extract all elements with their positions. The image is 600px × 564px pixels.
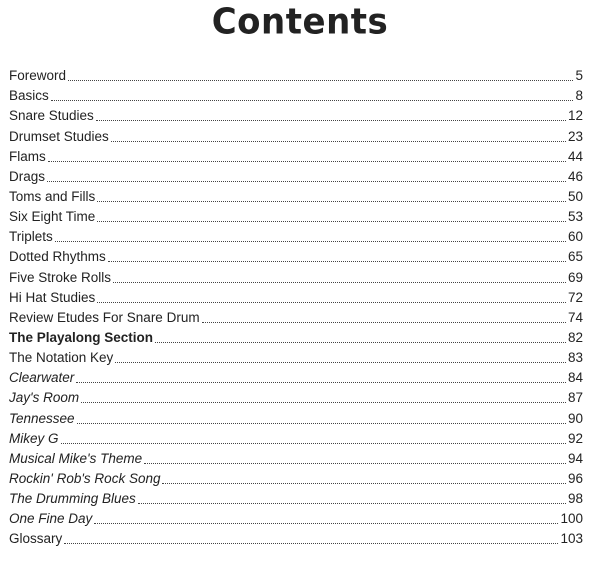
toc-entry[interactable]	[9, 507, 583, 527]
toc-entry-page-number: 23	[567, 128, 583, 144]
toc-entry[interactable]	[9, 427, 583, 447]
toc-entry-page-number: 84	[567, 370, 583, 386]
toc-entry-title: Toms and Fills	[9, 188, 96, 204]
toc-entry-title: Foreword	[9, 68, 67, 84]
toc-entry-title: Drags	[9, 168, 46, 184]
toc-entry-page-number: 12	[567, 108, 583, 124]
toc-entry-page-number: 5	[575, 68, 583, 84]
toc-entry-title: Musical Mike's Theme	[9, 450, 143, 466]
dot-leader	[108, 261, 566, 262]
page-title: Contents	[211, 1, 389, 44]
toc-entry-title: Dotted Rhythms	[9, 249, 106, 265]
dot-leader	[144, 463, 566, 464]
toc-entry-page-number: 50	[567, 188, 583, 204]
toc-entry-title: Clearwater	[9, 370, 75, 386]
toc-entry-title: Review Etudes For Snare Drum	[9, 309, 200, 325]
dot-leader	[47, 181, 566, 182]
toc-entry-title: Six Eight Time	[9, 209, 96, 225]
dot-leader	[162, 483, 565, 484]
toc-entry-page-number: 44	[567, 148, 583, 164]
toc-entry[interactable]	[9, 326, 583, 346]
toc-entry[interactable]	[9, 366, 583, 386]
toc-entry[interactable]	[9, 145, 583, 165]
dot-leader	[155, 342, 566, 343]
toc-entry-page-number: 74	[567, 309, 583, 325]
toc-entry-title: The Playalong Section	[9, 329, 154, 345]
toc-entry-page-number: 94	[567, 450, 583, 466]
dot-leader	[51, 100, 574, 101]
toc-entry[interactable]	[9, 447, 583, 467]
dot-leader	[97, 201, 566, 202]
dot-leader	[94, 523, 558, 524]
toc-entry[interactable]	[9, 185, 583, 205]
toc-entry[interactable]	[9, 64, 583, 84]
toc-entry-title: Snare Studies	[9, 108, 94, 124]
toc-entry[interactable]	[9, 84, 583, 104]
dot-leader	[97, 302, 566, 303]
toc-entry[interactable]	[9, 205, 583, 225]
dot-leader	[96, 120, 566, 121]
table-of-contents	[9, 64, 583, 547]
dot-leader	[97, 221, 566, 222]
toc-entry-title: Rockin' Rob's Rock Song	[9, 470, 161, 486]
toc-entry-page-number: 83	[567, 350, 583, 366]
dot-leader	[48, 161, 566, 162]
dot-leader	[55, 241, 566, 242]
toc-entry-title: Jay's Room	[9, 390, 80, 406]
toc-entry-title: One Fine Day	[9, 511, 93, 527]
toc-entry-page-number: 69	[567, 269, 583, 285]
dot-leader	[68, 80, 573, 81]
dot-leader	[138, 503, 566, 504]
toc-entry-page-number: 92	[567, 430, 583, 446]
dot-leader	[64, 543, 558, 544]
dot-leader	[61, 443, 566, 444]
toc-entry-title: The Notation Key	[9, 350, 114, 366]
toc-entry[interactable]	[9, 306, 583, 326]
toc-entry-page-number: 98	[567, 491, 583, 507]
toc-entry-title: Mikey G	[9, 430, 59, 446]
toc-entry-title: Five Stroke Rolls	[9, 269, 112, 285]
toc-entry[interactable]	[9, 386, 583, 406]
toc-entry-title: Flams	[9, 148, 46, 164]
dot-leader	[77, 423, 566, 424]
toc-entry-page-number: 82	[567, 329, 583, 345]
toc-entry[interactable]	[9, 124, 583, 144]
toc-entry-page-number: 90	[567, 410, 583, 426]
toc-entry[interactable]	[9, 165, 583, 185]
toc-entry-page-number: 87	[567, 390, 583, 406]
dot-leader	[81, 402, 566, 403]
toc-entry[interactable]	[9, 104, 583, 124]
toc-entry[interactable]	[9, 265, 583, 285]
toc-entry[interactable]	[9, 467, 583, 487]
toc-entry[interactable]	[9, 225, 583, 245]
toc-entry-page-number: 60	[567, 229, 583, 245]
toc-entry-title: Triplets	[9, 229, 53, 245]
toc-entry-title: The Drumming Blues	[9, 491, 136, 507]
dot-leader	[115, 362, 566, 363]
toc-entry[interactable]	[9, 346, 583, 366]
toc-entry-title: Tennessee	[9, 410, 75, 426]
toc-entry-title: Glossary	[9, 531, 63, 547]
toc-entry-page-number: 96	[567, 470, 583, 486]
dot-leader	[111, 141, 566, 142]
dot-leader	[76, 382, 566, 383]
dot-leader	[202, 322, 566, 323]
toc-entry-title: Drumset Studies	[9, 128, 109, 144]
toc-entry-page-number: 100	[560, 511, 583, 527]
toc-entry[interactable]	[9, 487, 583, 507]
toc-entry-page-number: 53	[567, 209, 583, 225]
toc-entry-page-number: 46	[567, 168, 583, 184]
toc-entry-page-number: 72	[567, 289, 583, 305]
toc-entry-title: Basics	[9, 88, 49, 104]
toc-entry[interactable]	[9, 286, 583, 306]
toc-entry-page-number: 65	[567, 249, 583, 265]
toc-entry-page-number: 103	[560, 531, 583, 547]
toc-entry-title: Hi Hat Studies	[9, 289, 96, 305]
dot-leader	[113, 282, 566, 283]
toc-entry-page-number: 8	[575, 88, 583, 104]
toc-entry[interactable]	[9, 406, 583, 426]
toc-entry[interactable]	[9, 245, 583, 265]
toc-entry[interactable]	[9, 527, 583, 547]
